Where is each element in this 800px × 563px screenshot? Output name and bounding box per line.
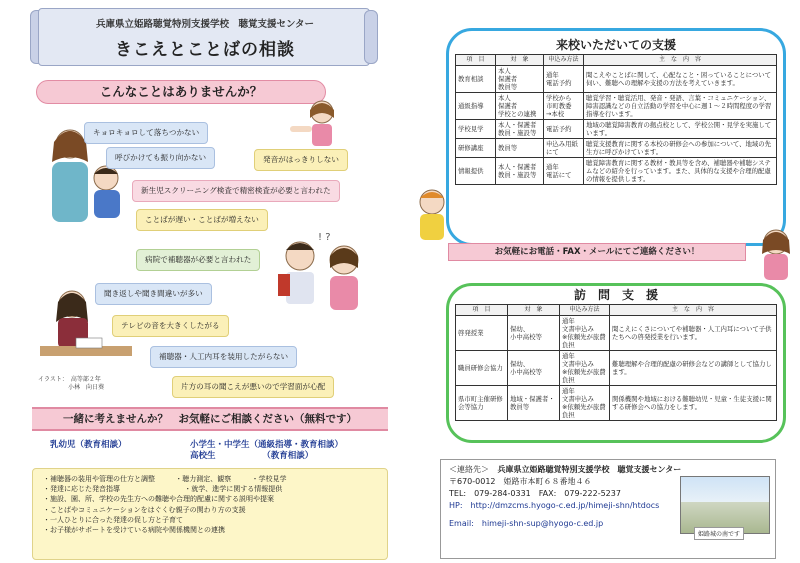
concern-bubble: キョロキョロして落ちつかない xyxy=(84,122,208,144)
service-item: ・就学、進学に関する情報提供 xyxy=(184,485,283,494)
table-cell: 通年 文書申込み ※依頼先が旅費負担 xyxy=(560,351,610,386)
concern-bubble: 新生児スクリーニング検査で精密検査が必要と言われた xyxy=(132,180,340,202)
table-cell: 教育相談 xyxy=(456,66,496,93)
table-cell: 本人・保護者 教員・施設等 xyxy=(496,120,544,139)
table-header: 項 目 xyxy=(456,305,508,316)
concern-bubble: 補聴器・人工内耳を装用したがらない xyxy=(150,346,297,368)
teacher-illustration xyxy=(286,96,346,148)
invite-bar: 一緒に考えませんか？ お気軽にご相談ください（無料です） xyxy=(32,407,388,431)
illustration-credit xyxy=(38,376,104,392)
table-cell: 保幼、 小中高校等 xyxy=(508,316,560,351)
table-header: 主 な 内 容 xyxy=(610,305,777,316)
contact-label: ＜連絡先＞ xyxy=(449,465,489,474)
table-cell: 本人 保護者 学校との連携 xyxy=(496,93,544,120)
woman-illustration xyxy=(756,226,796,282)
service-line: ・ことばやコミュニケーションをはぐくむ親子の関わり方の支援 xyxy=(43,505,246,514)
table-cell: 本人・保護者 教員・施設等 xyxy=(496,158,544,185)
table-header-row xyxy=(456,55,777,66)
table-cell: 聴覚支援教育に関する本校の研修会への参加について、地域の先生方に呼びかけています。 xyxy=(584,139,777,158)
question-banner: こんなことはありませんか？ xyxy=(36,80,326,104)
contact-heading xyxy=(449,464,767,476)
table-header: 項 目 xyxy=(456,55,496,66)
table-cell: 通年 文書申込み ※依頼先が旅費負担 xyxy=(560,316,610,351)
service-line: ・一人ひとりに合った発達の促し方と子育て xyxy=(43,515,183,524)
svg-text:! ?: ! ? xyxy=(318,232,331,243)
table-cell: 地域の聴覚障害教育の拠点校として、学校公開・見学を実施しています。 xyxy=(584,120,777,139)
service-item: ・補聴器の装用や管理の仕方と調整 xyxy=(43,475,155,483)
table-cell: 通級指導 xyxy=(456,93,496,120)
concern-bubble: 呼びかけても振り向かない xyxy=(106,147,215,169)
category-infant: 乳幼児（教育相談） xyxy=(50,440,127,450)
table-row xyxy=(456,316,777,351)
table-header: 主 な 内 容 xyxy=(584,55,777,66)
table-cell: 研修講座 xyxy=(456,139,496,158)
table-cell: 申込み用紙にて xyxy=(544,139,584,158)
outreach-support-title: 訪 問 支 援 xyxy=(573,288,658,302)
title-scroll-right-roll xyxy=(364,10,378,64)
table-header-row xyxy=(456,305,777,316)
contact-phone-fax: TEL: 079-284-0331 FAX: 079-222-5237 xyxy=(449,489,621,498)
concern-bubble: ことばが遅い・ことばが増えない xyxy=(136,209,268,231)
table-cell: 学校から 市町教委 →本校 xyxy=(544,93,584,120)
table-row xyxy=(456,66,777,93)
table-cell: 聞こえにくさについてや補聴器・人工内耳について子供たちへの啓発授業を行います。 xyxy=(610,316,777,351)
table-row xyxy=(456,120,777,139)
table-cell: 関係機関や地域における難聴幼児・児童・生徒支援に関する研修会への協力をします。 xyxy=(610,386,777,421)
table-row xyxy=(456,93,777,120)
table-cell: 地域・保護者・教員等 xyxy=(508,386,560,421)
table-cell: 県市町主催研修会等協力 xyxy=(456,386,508,421)
table-cell: 通年 電話予約 xyxy=(544,66,584,93)
concern-bubble: 発音がはっきりしない xyxy=(254,149,348,171)
credit-line: イラスト： 高等部２年 xyxy=(38,376,101,383)
concern-bubble: 病院で補聴器が必要と言われた xyxy=(136,249,260,271)
concern-bubble: テレビの音を大きくしたがる xyxy=(112,315,229,337)
table-header: 申込み方法 xyxy=(544,55,584,66)
contact-ribbon: お気軽にお電話・FAX・メールにてご連絡ください！ xyxy=(448,243,746,261)
table-cell: 保幼、 小中高校等 xyxy=(508,351,560,386)
table-cell: 聴覚学習・聴覚活用、発音・発語、言葉・コミュニケーション、障害認識などの自立活動の学習を中心に週１〜２時間程度の学習指導を行います。 xyxy=(584,93,777,120)
table-row xyxy=(456,139,777,158)
table-cell: 情報提供 xyxy=(456,158,496,185)
service-item: ・聴力測定、観察 xyxy=(175,475,232,483)
service-line: ・施設、園、所、学校の先生方への難聴や合理的配慮に関する説明や提案 xyxy=(43,495,274,504)
service-line xyxy=(43,484,377,494)
contact-address: 〒670-0012 姫路市本町６８番地４６ xyxy=(449,477,592,486)
table-header: 対 象 xyxy=(496,55,544,66)
service-line: ・お子様がサポートを受けている病院や関係機関との連携 xyxy=(43,526,225,535)
table-header: 対 象 xyxy=(508,305,560,316)
photo-caption: 姫路城の南です xyxy=(694,527,744,540)
table-cell: 難聴理解や合理的配慮の研修会などの講師として協力します。 xyxy=(610,351,777,386)
services-box xyxy=(32,468,388,560)
table-cell: 聴覚障害教育に関する教材・教具等を含め、補聴器や補聴システムなどの紹介を行っています。また、具体的な支援や合理的配慮の情報を提供します。 xyxy=(584,158,777,185)
school-name: 兵庫県立姫路聴覚特別支援学校 聴覚支援センター xyxy=(95,19,315,30)
visit-support-title: 来校いただいての支援 xyxy=(555,38,676,52)
table-cell: 啓発授業 xyxy=(456,316,508,351)
contact-homepage-link[interactable]: HP: http://dmzcms.hyogo-c.ed.jp/himeji-shn/htdocs xyxy=(449,501,660,510)
table-header: 申込み方法 xyxy=(560,305,610,316)
table-cell: 学校見学 xyxy=(456,120,496,139)
visit-support-table xyxy=(455,54,777,185)
table-cell: 電話予約 xyxy=(544,120,584,139)
children-illustration xyxy=(272,228,372,326)
concern-bubble: 聞き返しや聞き間違いが多い xyxy=(95,283,212,305)
table-cell: 職員研修会協力 xyxy=(456,351,508,386)
service-item: ・学校見学 xyxy=(251,475,287,483)
table-cell: 通年 文書申込み ※依頼先が旅費負担 xyxy=(560,386,610,421)
school-building-photo xyxy=(680,476,770,534)
table-row xyxy=(456,351,777,386)
category-school: 小学生・中学生（通級指導・教育相談） xyxy=(190,440,344,450)
category-high: 高校生 （教育相談） xyxy=(190,451,314,461)
table-row xyxy=(456,158,777,185)
service-item: ・発達に応じた発音指導 xyxy=(43,485,120,494)
concern-bubble: 片方の耳の聞こえが悪いので学習面が心配 xyxy=(172,376,334,398)
table-cell: 聞こえやことばに関して、心配なこと・困っていることについて伺い、難聴への理解や支援の方法を考えていきます。 xyxy=(584,66,777,93)
boy-illustration xyxy=(412,186,452,242)
page-title: きこえとことばの相談 xyxy=(115,40,295,60)
table-cell: 本人 保護者 教員等 xyxy=(496,66,544,93)
table-cell: 通年 電話にて xyxy=(544,158,584,185)
outreach-support-table xyxy=(455,304,777,421)
contact-email-link[interactable]: Email: himeji-shn-sup@hyogo-c.ed.jp xyxy=(449,519,604,528)
credit-line: 小林 向日葵 xyxy=(38,384,105,391)
contact-org: 兵庫県立姫路聴覚特別支援学校 聴覚支援センター xyxy=(497,465,682,474)
table-row xyxy=(456,386,777,421)
service-line xyxy=(43,474,377,484)
table-cell: 教員等 xyxy=(496,139,544,158)
